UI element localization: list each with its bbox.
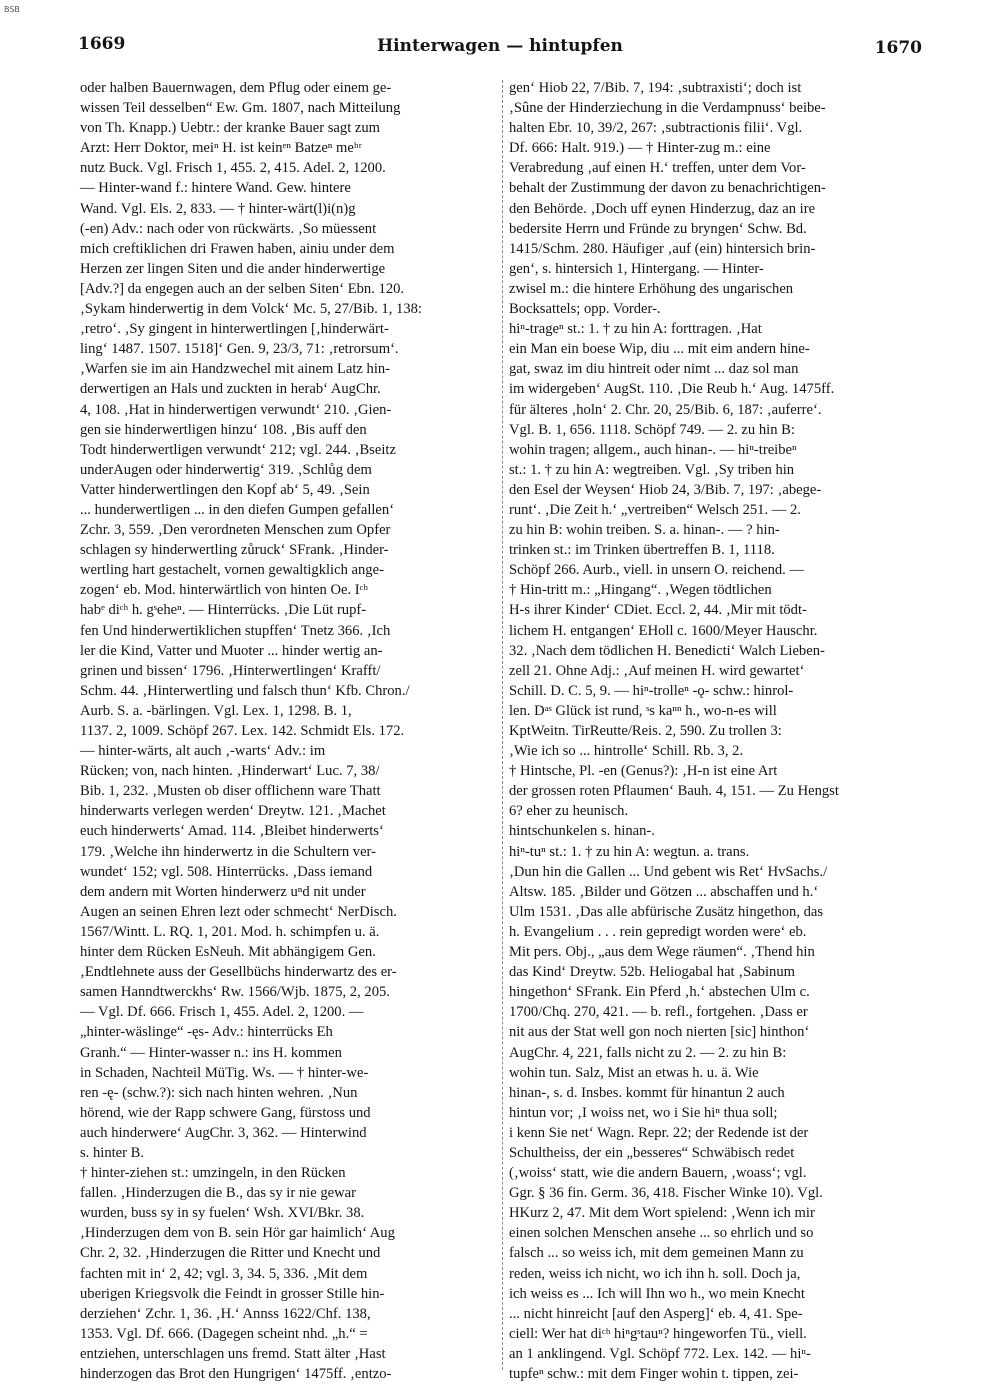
text-line: [Adv.?] da engegen auch an der selben Siten‘ Ebn. 120.	[80, 280, 405, 297]
text-line: der grossen roten Pflaumen‘ Bauh. 4, 151. — Zu Hengst	[509, 783, 839, 800]
text-line: hingethon‘ SFrank. Ein Pferd ‚h.‘ abstechen Ulm c.	[509, 984, 810, 1001]
text-line: ich weiss es ... Ich will Ihn wo h., wo mein Knecht	[509, 1285, 805, 1302]
text-line: hinderzogen das Brot den Hungrigen‘ 1475ff. ‚entzo-	[80, 1366, 392, 1382]
text-line: Vgl. B. 1, 656. 1118. Schöpf 749. — 2. zu hin B:	[509, 421, 795, 438]
text-line: 1700/Chq. 270, 421. — b. refl., fortgehen. ‚Dass er	[509, 1004, 808, 1021]
text-line: Schöpf 266. Aurb., viell. in unsern O. reichend. —	[509, 562, 805, 579]
text-line: von Th. Knapp.) Uebtr.: der kranke Bauer sagt zum	[80, 120, 381, 137]
text-line: nutz Buck. Vgl. Frisch 1, 455. 2, 415. Adel. 2, 1200.	[80, 160, 386, 177]
text-line: ren -ę- (schw.?): sich nach hinten wehren. ‚Nun	[80, 1084, 358, 1101]
text-line: fen Und hinderwertiklichen stupffen‘ Tnetz 366. ‚Ich	[80, 622, 391, 639]
text-line: (-en) Adv.: nach oder von rückwärts. ‚So müessent	[80, 220, 377, 237]
text-line: euch hinderwerts‘ Amad. 114. ‚Bleibet hinderwerts‘	[80, 823, 384, 840]
text-line: Bocksattels; opp. Vorder-.	[509, 301, 661, 318]
text-line: entziehen, unterschlagen uns fremd. Statt älter ‚Hast	[80, 1345, 386, 1362]
text-line: Wand. Vgl. Els. 2, 833. — † hinter-wärt(l)i(n)g	[80, 200, 356, 217]
text-line: oder halben Bauernwagen, dem Pflug oder einem ge-	[80, 80, 392, 96]
text-line: KptWeitn. TirReutte/Reis. 2, 590. Zu trollen 3:	[509, 723, 782, 739]
text-line: Df. 666: Halt. 919.) — † Hinter-zug m.: eine	[509, 140, 771, 157]
text-line: zu hin B: wohin treiben. S. a. hinan-. — ? hin-	[509, 522, 780, 539]
text-line: dem andern mit Worten hinderwerz uⁿd nit under	[80, 883, 366, 900]
text-line: auch hinderwere‘ AugChr. 3, 362. — Hinterwind	[80, 1124, 367, 1141]
text-line: 6? eher zu heunisch.	[509, 803, 629, 820]
text-line: nit aus der Stat well gon noch nierten [sic] hinthon‘	[509, 1024, 810, 1041]
text-line: Herzen zer lingen Siten und die ander hinderwertige	[80, 260, 386, 277]
text-line: ‚Sûne der Hinderziechung in die Verdampnuss‘ beibe-	[509, 100, 826, 117]
text-line: gen sie hinderwertligen hinzu‘ 108. ‚Bis auff den	[80, 421, 367, 438]
text-line: uberigen Kriegsvolk die Feindt in grosser Stille hin-	[80, 1285, 385, 1302]
text-line: ‚Wie ich so ... hintrolle‘ Schill. Rb. 3, 2.	[509, 743, 744, 760]
text-line: samen Hanndtwerckhs‘ Rw. 1566/Wjb. 1875, 2, 205.	[80, 984, 390, 1001]
text-line: gen‘, s. hintersich 1, Hintergang. — Hinter-	[509, 260, 764, 277]
text-line: hiⁿ-tuⁿ st.: 1. † zu hin A: wegtun. a. trans.	[509, 843, 750, 860]
text-line: Zchr. 3, 559. ‚Den verordneten Menschen zum Opfer	[80, 522, 391, 539]
text-line: ‚retro‘. ‚Sy gingent in hinterwertlingen [‚hinderwärt-	[80, 321, 389, 338]
text-line: trinken st.: im Trinken übertreffen B. 1, 1118.	[509, 542, 775, 559]
text-line: hinter dem Rücken EsNeuh. Mit abhängigem Gen.	[80, 944, 376, 961]
text-line: habᵉ diᶜʰ h. gˢeheⁿ. — Hinterrücks. ‚Die Lüt rupf-	[80, 602, 367, 619]
text-line: wurden, buss sy in sy fuelen‘ Wsh. XVI/Bkr. 38.	[80, 1205, 365, 1222]
text-line: wohin tun. Salz, Mist an etwas h. u. ä. Wie	[509, 1064, 759, 1081]
text-line: reden, weiss ich nicht, wo ich ihn h. soll. Doch ja,	[509, 1265, 801, 1282]
text-line: ‚Warfen sie im ain Handzwechel mit ainem Latz hin-	[80, 361, 391, 378]
text-line: Todt hinderwertligen verwundt‘ 212; vgl. 244. ‚Bseitz	[80, 441, 396, 458]
text-line: falsch ... so weiss ich, mit dem gemeinen Mann zu	[509, 1245, 804, 1262]
text-line: Vatter hinderwertlingen den Kopf ab‘ 5, 49. ‚Sein	[80, 481, 370, 498]
right-column	[509, 78, 927, 1384]
text-line: s. hinter B.	[80, 1144, 145, 1161]
text-line: zogen‘ eb. Mod. hinterwärtlich von hinten Oe. Iᶜʰ	[80, 582, 369, 599]
text-line: das Kind‘ Dreytw. 52b. Heliogabal hat ‚Sabinum	[509, 964, 796, 981]
text-line: zwisel m.: die hintere Erhöhung des ungarischen	[509, 280, 794, 297]
text-line: † hinter-ziehen st.: umzingeln, in den Rücken	[80, 1165, 346, 1182]
text-line: (‚woiss‘ statt, wie die andern Bauern, ‚woass‘; vgl.	[509, 1165, 807, 1182]
text-line: st.: 1. † zu hin A: wegtreiben. Vgl. ‚Sy triben hin	[509, 461, 795, 478]
library-stamp: BSB	[4, 5, 20, 14]
text-line: ‚Dun hin die Gallen ... Und gebent wis Ret‘ HvSachs./	[509, 863, 828, 880]
text-line: in Schaden, Nachteil MüTig. Ws. — † hinter-we-	[80, 1064, 369, 1081]
text-line: runt‘. ‚Die Zeit h.‘ „vertreiben“ Welsch 251. — 2.	[509, 501, 801, 518]
text-line: 32. ‚Nach dem tödlichen H. Benedicti‘ Walch Lieben-	[509, 642, 825, 659]
text-line: den Behörde. ‚Doch uff eynen Hinderzug, daz an ire	[509, 200, 816, 217]
text-line: Altsw. 185. ‚Bilder und Götzen ... abschaffen und h.‘	[509, 883, 819, 900]
text-line: i kenn Sie net‘ Wagn. Repr. 22; der Redende ist der	[509, 1124, 809, 1141]
text-line: ‚Sykam hinderwertig in dem Volck‘ Mc. 5, 27/Bib. 1, 138:	[80, 301, 422, 318]
text-line: 1353. Vgl. Df. 666. (Dagegen scheint nhd. „h.“ =	[80, 1325, 368, 1342]
page-number-right: 1670	[874, 38, 922, 58]
text-line: tupfeⁿ schw.: mit dem Finger wohin t. tippen, zei-	[509, 1366, 799, 1382]
text-line: wundet‘ 152; vgl. 508. Hinterrücks. ‚Dass iemand	[80, 863, 373, 880]
text-line: Arzt: Herr Doktor, meiⁿ H. ist keinᵉⁿ Batzeⁿ meʰʳ	[80, 140, 362, 157]
text-line: 1567/Wintt. L. RQ. 1, 201. Mod. h. schimpfen u. ä.	[80, 923, 380, 940]
text-line: † Hin-tritt m.: „Hingang“. ‚Wegen tödtlichen	[509, 582, 772, 599]
text-line: wissen Teil desselben“ Ew. Gm. 1807, nach Mitteilung	[80, 100, 401, 117]
text-line: fallen. ‚Hinderzugen die B., das sy ir nie gewar	[80, 1185, 356, 1202]
text-line: Ulm 1531. ‚Das alle abfürische Zusätz hingethon, das	[509, 903, 824, 920]
text-line: 1137. 2, 1009. Schöpf 267. Lex. 142. Schmidt Els. 172.	[80, 723, 405, 739]
text-line: Granh.“ — Hinter-wasser n.: ins H. kommen	[80, 1044, 342, 1061]
text-line: — Hinter-wand f.: hintere Wand. Gew. hintere	[80, 180, 351, 197]
text-line: an 1 anklingend. Vgl. Schöpf 772. Lex. 142. — hiⁿ-	[509, 1345, 811, 1362]
text-line: lichem H. entgangen‘ EHoll c. 1600/Meyer Hauschr.	[509, 622, 818, 639]
text-line: ‚Hinderzugen dem von B. sein Hör gar haimlich‘ Aug	[80, 1225, 395, 1242]
text-line: HKurz 2, 47. Mit dem Wort spielend: ‚Wenn ich mir	[509, 1205, 815, 1222]
text-line: wohin tragen; allgem., auch hinan-. — hiⁿ-treibeⁿ	[509, 441, 797, 458]
text-line: Aurb. S. a. -bärlingen. Vgl. Lex. 1, 1298. B. 1,	[80, 702, 352, 719]
text-line: 1415/Schm. 280. Häufiger ‚auf (ein) hintersich brin-	[509, 240, 816, 257]
text-line: Schm. 44. ‚Hinterwertling und falsch thun‘ Kfb. Chron./	[80, 682, 410, 699]
text-line: derwertigen an Hals und zuckten in herab‘ AugChr.	[80, 381, 381, 398]
text-line: schlagen sy hinderwertling zůruck‘ SFrank. ‚Hinder-	[80, 542, 389, 559]
text-line: † Hintsche, Pl. -en (Genus?): ‚H-n ist eine Art	[509, 763, 778, 780]
text-line: hiⁿ-trageⁿ st.: 1. † zu hin A: forttragen. ‚Hat	[509, 321, 762, 338]
text-line: wertling hart gestachelt, vornen gewaltigklich ange-	[80, 562, 384, 579]
text-line: ein Man ein boese Wip, diu ... mit eim andern hine-	[509, 341, 810, 358]
text-line: ... hunderwertligen ... in den diefen Gumpen gefallen‘	[80, 501, 395, 518]
text-line: für älteres ‚holn‘ 2. Chr. 20, 25/Bib. 6, 187: ‚auferre‘.	[509, 401, 822, 418]
running-title: Hinterwagen — hintupfen	[377, 36, 623, 56]
text-line: Mit pers. Obj., „aus dem Wege räumen“. ‚Thend hin	[509, 944, 815, 961]
text-line: ‚Endtlehnete auss der Gesellbüchs hinderwartz des er-	[80, 964, 397, 981]
text-line: halten Ebr. 10, 39/2, 267: ‚subtractionis filii‘. Vgl.	[509, 120, 803, 137]
text-line: behalt der Zustimmung der davon zu benachrichtigen-	[509, 180, 826, 197]
text-line: hörend, wie der Rapp schwere Gang, fürstoss und	[80, 1104, 371, 1121]
text-line: Augen an seinen Ehren lezt oder schmecht‘ NerDisch.	[80, 903, 397, 920]
text-line: mich creftiklichen dri Frawen haben, ainiu under dem	[80, 240, 395, 257]
text-line: bedersite Herrn und Fründe zu bryngen‘ Schw. Bd.	[509, 220, 807, 237]
text-line: hinan-, s. d. Insbes. kommt für hinantun 2 auch	[509, 1084, 785, 1101]
text-line: — hinter-wärts, alt auch ‚-warts‘ Adv.: im	[80, 743, 326, 760]
text-line: „hinter-wäslinge“ -ęs- Adv.: hinterrücks Eh	[80, 1024, 333, 1041]
text-line: Schultheiss, der ein „besseres“ Schwäbisch redet	[509, 1144, 795, 1161]
text-line: 179. ‚Welche ihn hinderwertz in die Schultern ver-	[80, 843, 376, 860]
page-header	[78, 34, 922, 60]
text-line: einen solchen Menschen ansehe ... so ehrlich und so	[509, 1225, 814, 1242]
text-line: — Vgl. Df. 666. Frisch 1, 455. Adel. 2, 1200. —	[80, 1004, 364, 1021]
text-line: AugChr. 4, 221, falls nicht zu 2. — 2. zu hin B:	[509, 1044, 787, 1061]
text-line: Verabredung ‚auf einen H.‘ treffen, unter dem Vor-	[509, 160, 806, 177]
column-divider	[502, 80, 503, 1370]
text-line: grinen und bissen‘ 1796. ‚Hinterwertlingen‘ Krafft/	[80, 662, 381, 679]
text-line: ciell: Wer hat diᶜʰ hiⁿgˢtauⁿ? hingeworfen Tü., viell.	[509, 1325, 807, 1342]
text-line: hintschunkelen s. hinan-.	[509, 823, 655, 840]
text-line: Chr. 2, 32. ‚Hinderzugen die Ritter und Knecht und	[80, 1245, 381, 1262]
text-line: gat, swaz im diu hintreit oder nimt ... daz sol man	[509, 361, 799, 378]
text-line: underAugen oder hinderwertig‘ 319. ‚Schlůg dem	[80, 461, 372, 478]
text-line: Schill. D. C. 5, 9. — hiⁿ-trolleⁿ -ǫ- schw.: hinrol-	[509, 682, 794, 699]
text-line: hintun vor; ‚I woiss net, wo i Sie hiⁿ thua soll;	[509, 1104, 778, 1121]
text-line: Ggr. § 36 fin. Germ. 36, 418. Fischer Winke 10). Vgl.	[509, 1185, 823, 1202]
page-number-left: 1669	[78, 34, 126, 54]
text-line: 4, 108. ‚Hat in hinderwertigen verwundt‘ 210. ‚Gien-	[80, 401, 392, 418]
text-line: Rücken; von, nach hinten. ‚Hinderwart‘ Luc. 7, 38/	[80, 763, 380, 780]
text-line: im widergeben‘ AugSt. 110. ‚Die Reub h.‘ Aug. 1475ff.	[509, 381, 835, 398]
text-line: ler die Kind, Vatter und Muoter ... hinder wertig an-	[80, 642, 383, 659]
text-line: Bib. 1, 232. ‚Musten ob diser offlichenn ware Thatt	[80, 783, 381, 800]
text-line: len. Dᵃˢ Glück ist rund, ˢs kaⁿⁿ h., wo-n-es will	[509, 702, 777, 719]
text-line: H-s ihrer Kinder‘ CDiet. Eccl. 2, 44. ‚Mir mit tödt-	[509, 602, 807, 619]
text-line: ling‘ 1487. 1507. 1518]‘ Gen. 9, 23/3, 71: ‚retrorsum‘.	[80, 341, 399, 358]
text-line: ... nicht hinreicht [auf den Asperg]‘ eb. 4, 41. Spe-	[509, 1305, 803, 1322]
text-line: h. Evangelium . . . rein gepredigt worden were‘ eb.	[509, 923, 807, 940]
text-line: zell 21. Ohne Adj.: ‚Auf meinen H. wird gewartet‘	[509, 662, 805, 679]
text-line: derziehen‘ Zchr. 1, 36. ‚H.‘ Annss 1622/Chf. 138,	[80, 1305, 371, 1322]
left-column	[80, 78, 498, 1384]
text-line: gen‘ Hiob 22, 7/Bib. 7, 194: ‚subtraxisti‘; doch ist	[509, 80, 802, 96]
text-line: den Esel der Weysen‘ Hiob 24, 3/Bib. 7, 197: ‚abege-	[509, 481, 822, 498]
text-line: fachten mit in‘ 2, 42; vgl. 3, 34. 5, 336. ‚Mit dem	[80, 1265, 368, 1282]
text-line: hinderwarts verlegen werden‘ Dreytw. 121. ‚Machet	[80, 803, 386, 820]
